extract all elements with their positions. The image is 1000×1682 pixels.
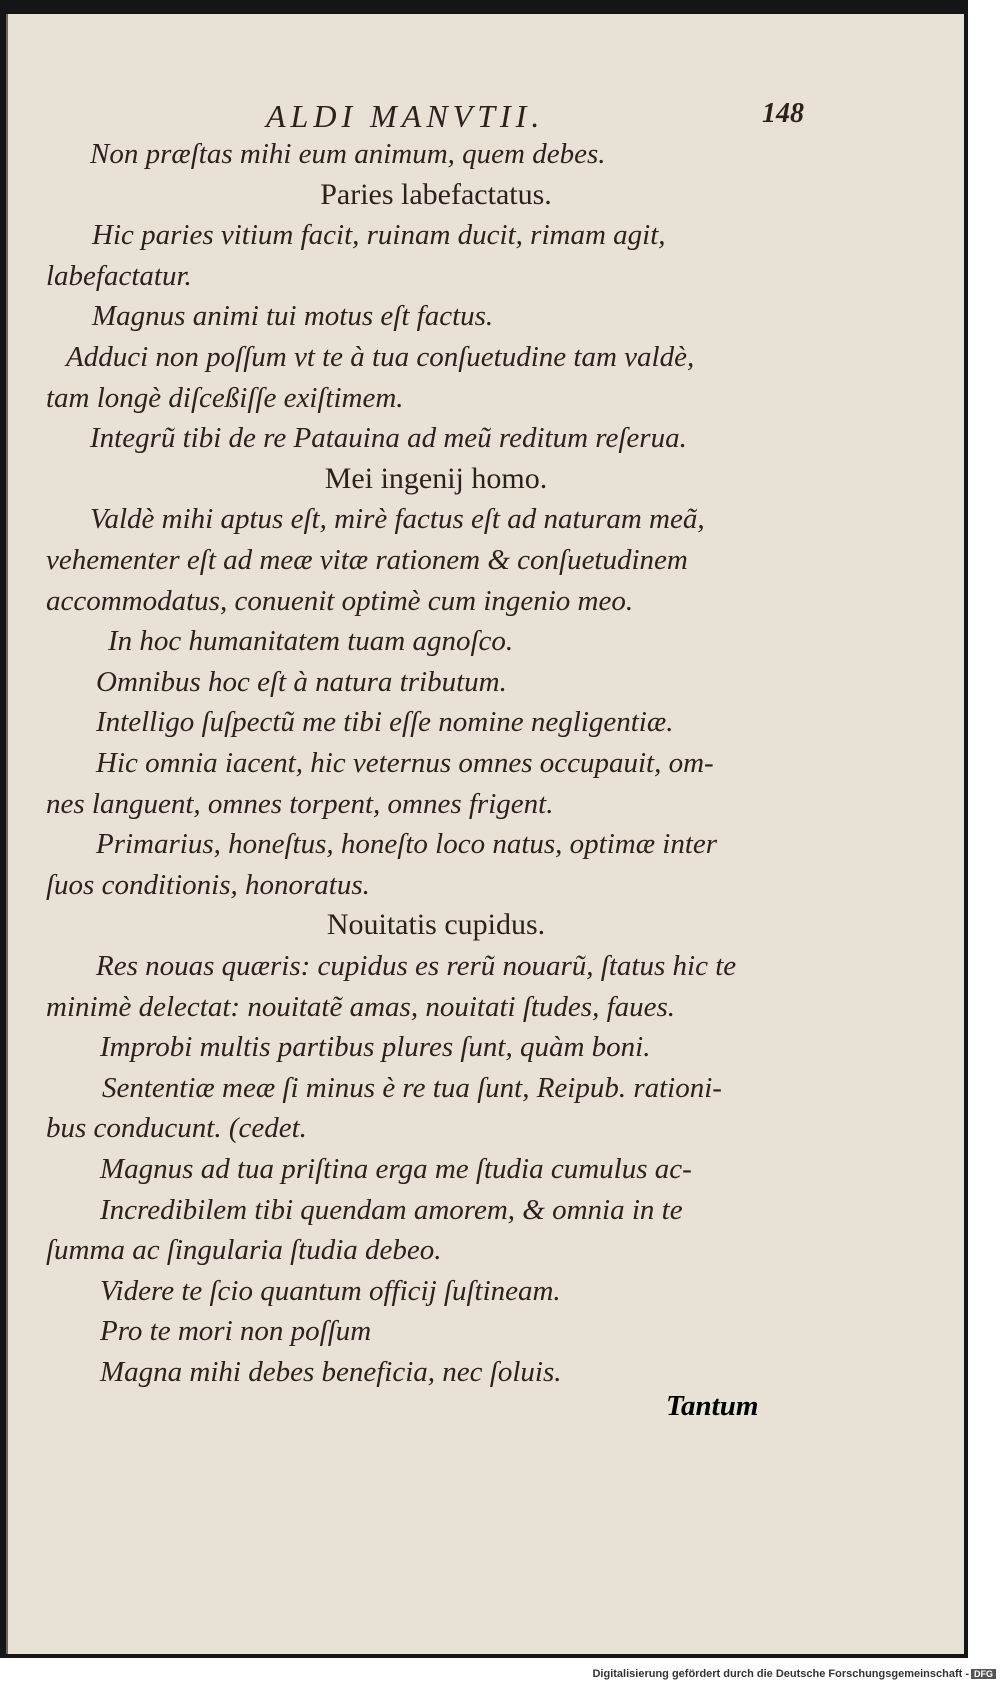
text-line: ſumma ac ſingularia ſtudia debeo. [46,1234,442,1267]
text-line: Hic omnia iacent, hic veternus omnes occupauit, om- [96,747,714,779]
text-line: ſuos conditionis, honoratus. [46,868,370,901]
text-line: Incredibilem tibi quendam amorem, & omnia in te [100,1193,683,1226]
text-line: Res nouas quæris: cupidus es rerũ nouarũ, ſtatus hic te [96,950,737,982]
book-page [6,14,964,1654]
text-line: tam longè diſceßiſſe exiſtimem. [46,381,404,414]
text-line: accommodatus, conuenit optimè cum ingenio meo. [46,584,634,617]
text-line: Magna mihi debes beneficia, nec ſoluis. [100,1356,562,1388]
text-line: Omnibus hoc eſt à natura tributum. [96,665,507,698]
text-line: Adduci non poſſum vt te à tua conſuetudine tam valdè, [66,341,695,373]
catchword: Tantum [666,1390,759,1422]
text-line: labefactatur. [46,259,192,292]
text-line: Magnus ad tua priſtina erga me ſtudia cumulus ac- [100,1153,692,1185]
text-line: nes languent, omnes torpent, omnes frigent. [46,787,554,820]
section-heading: Paries labefactatus. [320,177,552,211]
page-number: 148 [762,98,804,129]
text-line: In hoc humanitatem tuam agnoſco. [108,625,514,658]
dfg-logo: DFG [971,1669,996,1679]
running-title: ALDI MANVTII. [266,98,545,134]
text-line: minimè delectat: nouitatẽ amas, nouitati ſtudes, faues. [46,990,676,1023]
footer-text: Digitalisierung gefördert durch die Deutsche Forschungsgemeinschaft - [592,1668,969,1680]
text-line: Sententiæ meæ ſi minus è re tua ſunt, Reipub. rationi- [102,1071,722,1104]
text-line: Valdè mihi aptus eſt, mirè factus eſt ad naturam meã, [90,503,705,536]
text-line: Non præſtas mihi eum animum, quem debes. [90,138,606,170]
text-line: Primarius, honeſtus, honeſto loco natus, optimæ inter [96,828,718,861]
text-line: Integrũ tibi de re Patauina ad meũ reditum reſerua. [90,422,687,455]
text-line: Pro te mori non poſſum [100,1315,372,1348]
section-heading: Nouitatis cupidus. [326,908,546,942]
text-line: Hic paries vitium facit, ruinam ducit, rimam agit, [92,219,666,252]
text-line: bus conducunt. (cedet. [46,1112,307,1145]
text-line: vehementer eſt ad meæ vitæ rationem & conſuetudinem [46,544,688,576]
section-heading: Mei ingenij homo. [324,461,548,495]
text-line: Videre te ſcio quantum officij ſuſtineam. [100,1274,561,1307]
text-line: Magnus animi tui motus eſt factus. [92,300,494,333]
text-line: Improbi multis partibus plures ſunt, quàm boni. [100,1031,651,1064]
footer-credit [592,1668,996,1680]
text-line: Intelligo ſuſpectũ me tibi eſſe nomine negligentiæ. [96,706,674,739]
